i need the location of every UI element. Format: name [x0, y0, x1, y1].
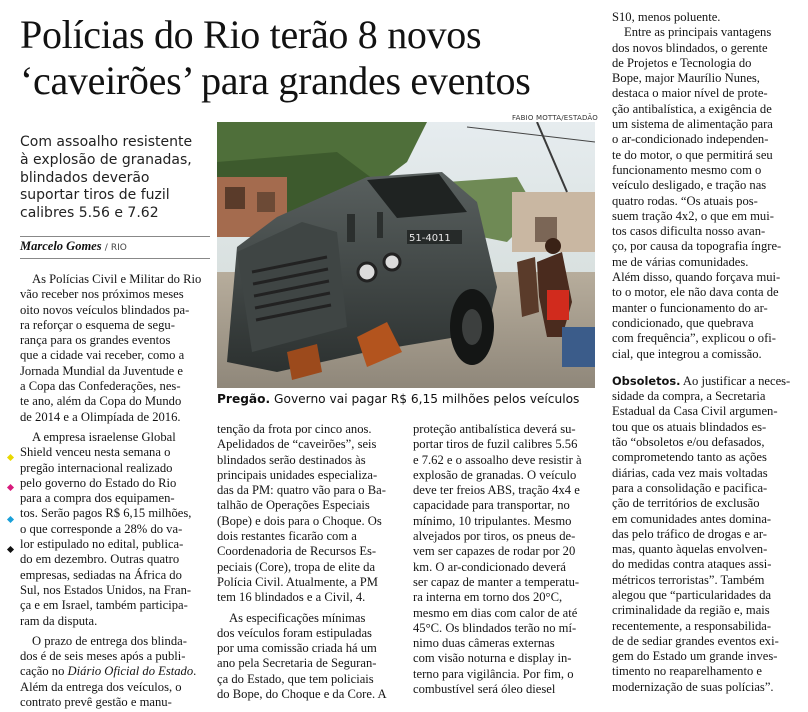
text-line: tão “obsoletos e/ou defasados, — [612, 435, 765, 450]
text-line: do medidas contra ataques assi- — [612, 557, 772, 572]
text-line: principais unidades especializa- — [217, 467, 378, 482]
text-line: capacidade para transportar, no — [413, 498, 570, 513]
text-line: contrato prevê gestão e manu- — [20, 695, 172, 710]
text-line: suem tração 4x2, o que em mui- — [612, 208, 774, 223]
text-line: Estadual da Casa Civil argumen- — [612, 404, 778, 419]
text-line: destaca o maior nível de prote- — [612, 86, 768, 101]
text-line: ra reforçar o esquema de segu- — [20, 317, 175, 332]
text-line: nimo duas câmeras externas — [413, 636, 555, 651]
registration-mark-cyan — [7, 516, 14, 523]
text-line: tos casos dificulta nosso avan- — [612, 224, 766, 239]
text-line: Coordenadoria de Recursos Es- — [217, 544, 377, 559]
text-line: o ar-condicionado independen- — [612, 132, 769, 147]
text-line: terno para vigilância. Por fim, o — [413, 666, 574, 681]
text-line: de 2014 e a Olimpíada de 2016. — [20, 409, 181, 424]
text-line: tos. Serão pagos R$ 6,15 milhões, — [20, 506, 192, 521]
text-line: explosão de granadas. O veículo — [413, 467, 577, 482]
headline — [20, 12, 600, 104]
text-line: Bope, major Maurílio Nunes, — [612, 71, 760, 86]
text-line: gem do Estado um grande inves- — [612, 649, 778, 664]
text-line: a Copa das Confederações, nes- — [20, 379, 181, 394]
text-line: timento no reaparelhamento e — [612, 664, 763, 679]
text-line: ram da disputa. — [20, 613, 98, 628]
column-4 — [612, 10, 798, 695]
text-line: tenção da frota por cinco anos. — [217, 422, 372, 436]
svg-text:51-4011: 51-4011 — [409, 233, 451, 244]
text-line: funcionamento mesmo com o — [612, 162, 762, 177]
text-line: blindados serão destinados às — [217, 452, 366, 467]
text-line: criminalidade da região e, mais — [612, 603, 770, 618]
text-line: o que corresponde a 28% do va- — [20, 521, 183, 536]
text-line: ser capaz de manter a temperatu- — [413, 574, 580, 589]
text-line: S10, menos poluente. — [612, 10, 721, 24]
headline-line-1: Polícias do Rio terão 8 novos — [20, 12, 482, 57]
text-line: empresas, sediadas na África do — [20, 567, 182, 582]
text-line: de de sediar grandes eventos exi- — [612, 633, 779, 648]
dek-line: blindados deverão — [20, 169, 150, 186]
text-line: me de várias comunidades. — [612, 254, 749, 269]
text-run: Ao justificar a neces- — [680, 373, 791, 388]
text-line: cial, que integrou a comissão. — [612, 346, 762, 361]
text-line: modernização de suas polícias”. — [612, 679, 774, 694]
text-line: mas, quanto àquelas envolven- — [612, 542, 768, 557]
text-line: rança para os grandes eventos — [20, 333, 171, 348]
text-line: métricos terroristas”. Também — [612, 572, 765, 587]
section-label-obsoletos: Obsoletos. — [612, 373, 681, 388]
text-line: As especificações mínimas — [229, 610, 366, 625]
article-dek — [20, 134, 210, 223]
text-line: quatro rodas. “Os atuais pos- — [612, 193, 758, 208]
byline-name: Marcelo Gomes — [20, 239, 102, 253]
text-line: lor estipulado no edital, publica- — [20, 537, 184, 552]
text-line: vão receber nos próximos meses — [20, 287, 184, 302]
article-photo — [217, 122, 595, 388]
column-2 — [217, 422, 405, 702]
text-line: tem 16 blindados e a Civil, 4. — [217, 590, 366, 605]
text-line: ra interna em torno dos 20°C, — [413, 590, 563, 605]
registration-mark-black — [7, 546, 14, 553]
text-line: As Polícias Civil e Militar do Rio — [32, 272, 202, 286]
byline-rule-top — [20, 236, 210, 237]
byline-rule-bottom — [20, 258, 210, 259]
registration-mark-yellow — [7, 454, 14, 461]
text-line: do em dezembro. Outras quatro — [20, 552, 180, 567]
text-line: ção de territórios de exclusão — [612, 496, 760, 511]
text-line: Shield venceu nesta semana o — [20, 445, 171, 460]
text-line: A empresa israelense Global — [32, 429, 176, 444]
text-line: pregão internacional realizado — [20, 460, 173, 475]
text-line: ano pela Secretaria de Seguran- — [217, 656, 377, 671]
dek-line: calibres 5.56 e 7.62 — [20, 205, 159, 222]
text-line: para a consolidação e pacifica- — [612, 480, 768, 495]
publication-name: Diário Oficial do Estado — [67, 664, 194, 679]
text-line: pelo governo do Estado do Rio — [20, 475, 177, 490]
text-line: por uma comissão criada há um — [217, 641, 377, 656]
text-run: cação no — [20, 664, 68, 679]
text-line: e 7.62 e o assoalho deve resistir à — [413, 452, 582, 467]
text-line: dos é de seis meses após a publi- — [20, 649, 186, 664]
armored-vehicle-photo — [217, 122, 595, 388]
text-line: das pelo tráfico de drogas e ar- — [612, 526, 767, 541]
headline-line-2: ‘caveirões’ para grandes eventos — [20, 58, 531, 103]
dek-line: à explosão de granadas, — [20, 151, 192, 168]
text-run: . — [193, 664, 197, 679]
byline-separator: / — [104, 243, 108, 253]
caption-text: Governo vai pagar R$ 6,15 milhões pelos veículos — [270, 392, 580, 406]
text-line: talhão de Operações Especiais — [217, 498, 370, 513]
column-1 — [20, 272, 210, 710]
text-line: mesmo em dias com calor de até — [413, 605, 578, 620]
text-line: comprometendo tanto as ações — [612, 450, 767, 465]
text-line: das da PM: quatro vão para o Ba- — [217, 483, 386, 498]
text-line: dos veículos foram estipuladas — [217, 625, 372, 640]
text-line: te do motor, o que permitirá seu — [612, 147, 773, 162]
text-line: que a cidade vai receber, como a — [20, 348, 185, 363]
text-line: deve ter freios ABS, tração 4x4 e — [413, 483, 580, 498]
photo-credit: FABIO MOTTA/ESTADÃO — [512, 114, 598, 122]
text-line: Polícia Civil. Atualmente, a PM — [217, 574, 378, 589]
text-line — [20, 664, 210, 679]
text-line: com visão noturna e display in- — [413, 651, 572, 666]
text-line: oito novos veículos blindados pa- — [20, 302, 190, 317]
text-line: portar tiros de fuzil calibres 5.56 — [413, 437, 578, 452]
text-line: vem ser capazes de rodar por 20 — [413, 544, 576, 559]
text-line: ça do Estado, que tem policiais — [217, 671, 374, 686]
text-line: Jornada Mundial da Juventude e — [20, 363, 183, 378]
registration-mark-magenta — [7, 484, 14, 491]
text-line: Sul, nos Estados Unidos, na Fran- — [20, 582, 192, 597]
text-line: combustível será óleo diesel — [413, 682, 556, 697]
text-line: tou que os atuais blindados es- — [612, 419, 767, 434]
text-line: condicionado, que quebrava — [612, 315, 754, 330]
text-line: proteção antibalística deverá su- — [413, 422, 576, 436]
text-line: do Bope, do Choque e da Core. A — [217, 687, 387, 702]
photo-caption — [217, 391, 607, 407]
text-line: ça e em Israel, também participa- — [20, 598, 188, 613]
text-line: O prazo de entrega dos blinda- — [32, 633, 187, 648]
column-3 — [413, 422, 601, 697]
byline — [20, 239, 127, 254]
text-line: manter o funcionamento do ar- — [612, 300, 768, 315]
text-line: veículo desligado, e tração nas — [612, 178, 767, 193]
text-line: para a compra dos equipamen- — [20, 491, 175, 506]
text-line: Entre as principais vantagens — [624, 25, 772, 40]
dek-line: suportar tiros de fuzil — [20, 187, 170, 204]
text-line — [612, 374, 798, 389]
text-line: te ano, além da Copa do Mundo — [20, 394, 182, 409]
text-line: Além disso, quando forçava mui- — [612, 270, 781, 285]
text-line: ção antibalística, a exigência de — [612, 101, 772, 116]
text-line: peciais (Core), tropa de elite da — [217, 559, 376, 574]
registration-marks — [6, 455, 14, 555]
text-line: km. O ar-condicionado deverá — [413, 559, 566, 574]
text-line: (Bope) e dois para o Choque. Os — [217, 513, 382, 528]
text-line: Além da entrega dos veículos, o — [20, 679, 182, 694]
text-line: Apelidados de “caveirões”, seis — [217, 437, 377, 452]
text-line: ço, por causa da topografia íngre- — [612, 239, 782, 254]
text-line: um sistema de alimentação para — [612, 117, 773, 132]
text-line: mínimo, 10 tripulantes. Mesmo — [413, 513, 572, 528]
text-line: sidade da compra, a Secretaria — [612, 389, 766, 404]
text-line: diárias, cada vez mais voltadas — [612, 465, 768, 480]
text-line: 45°C. Os blindados terão no mí- — [413, 620, 577, 635]
byline-place: RIO — [110, 243, 127, 253]
text-line: dos novos blindados, o gerente — [612, 40, 768, 55]
caption-label: Pregão. — [217, 392, 271, 406]
text-line: alegou que “particularidades da — [612, 587, 772, 602]
text-line: alvejados por tiros, os pneus de- — [413, 529, 576, 544]
text-line: com frequência”, explicou o ofi- — [612, 331, 776, 346]
dek-line: Com assoalho resistente — [20, 134, 193, 150]
text-line: de Projetos e Tecnologia do — [612, 55, 752, 70]
text-line: dois restantes ficarão com a — [217, 529, 357, 544]
text-line: em comunidades antes domina- — [612, 511, 772, 526]
text-line: recentemente, a responsabilida- — [612, 618, 772, 633]
text-line: to o motor, ele não dava conta de — [612, 285, 779, 300]
